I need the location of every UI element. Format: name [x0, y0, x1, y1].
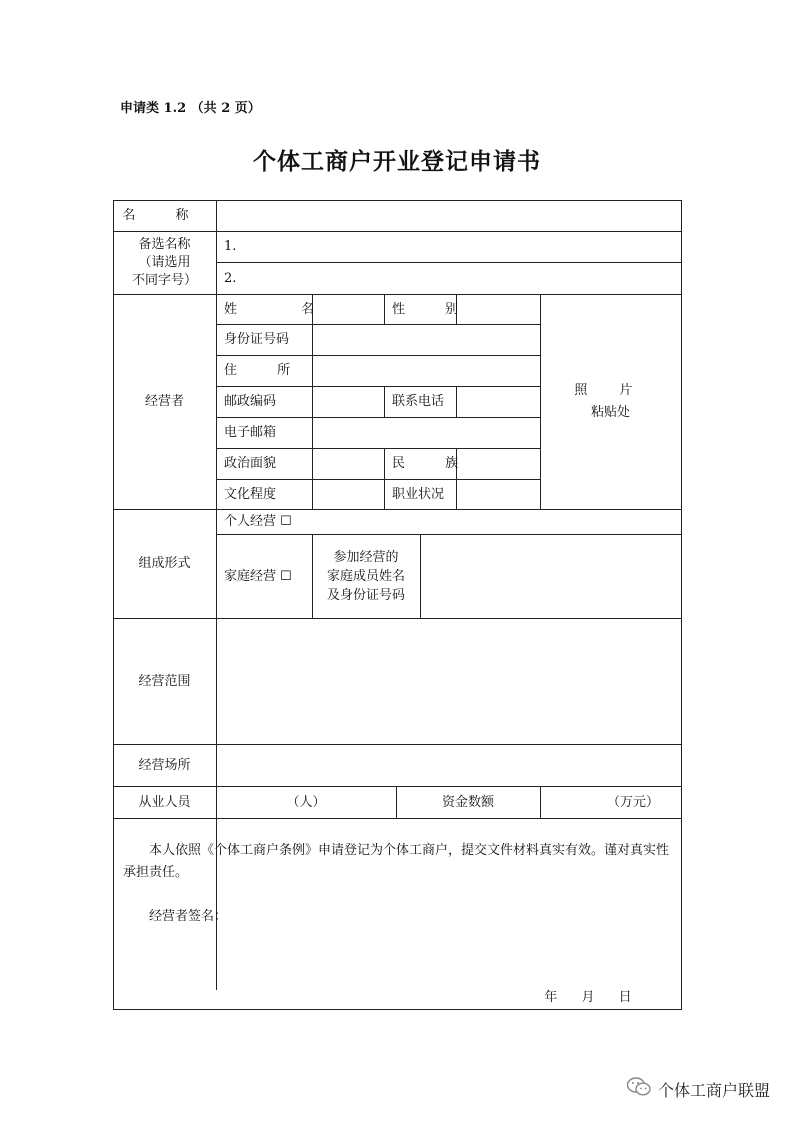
- name-input[interactable]: [216, 200, 681, 231]
- employment-status-input[interactable]: [456, 479, 540, 509]
- date-label: 年 月 日: [544, 989, 632, 1005]
- capital-input[interactable]: [540, 786, 681, 818]
- table-border-right: [681, 200, 682, 1010]
- row-line: [113, 818, 682, 819]
- alt-name-2-input[interactable]: 2.: [224, 270, 237, 286]
- phone-input[interactable]: [456, 386, 540, 417]
- ethnicity-label: 民 族: [392, 456, 477, 471]
- photo-paste-area[interactable]: 照 片 粘贴处: [574, 382, 647, 420]
- education-input[interactable]: [312, 479, 384, 509]
- individual-option-checkbox[interactable]: 个人经营 ☐: [224, 514, 292, 529]
- capital-label: 资金数额: [441, 794, 494, 810]
- capital-unit: （万元）: [606, 794, 659, 810]
- email-input[interactable]: [312, 417, 540, 448]
- postal-code-input[interactable]: [312, 386, 384, 417]
- id-number-label: 身份证号码: [224, 332, 290, 347]
- business-place-label: 经营场所: [138, 757, 191, 773]
- political-status-input[interactable]: [312, 448, 384, 479]
- postal-code-label: 邮政编码: [224, 394, 277, 409]
- business-scope-input[interactable]: [216, 618, 681, 744]
- page-title: 个体工商户开业登记申请书: [253, 149, 541, 175]
- signature-input[interactable]: [263, 905, 563, 927]
- form-code: 申请类 1.2 （共 2 页）: [120, 101, 261, 116]
- address-input[interactable]: [312, 355, 540, 386]
- family-option-checkbox[interactable]: 家庭经营 ☐: [224, 568, 292, 584]
- footer-brand-text: 个体工商户联盟: [657, 1080, 770, 1100]
- education-label: 文化程度: [224, 486, 277, 502]
- name-label: 名 称: [122, 208, 207, 223]
- operator-label: 经营者: [144, 394, 184, 409]
- email-label: 电子邮箱: [224, 425, 277, 440]
- declaration-text: 本人依照《个体工商户条例》申请登记为个体工商户，提交文件材料真实有效。谨对真实性承担责任。: [123, 843, 670, 880]
- business-scope-label: 经营范围: [138, 673, 191, 689]
- application-form-table: [113, 200, 682, 1010]
- employees-input[interactable]: [216, 786, 396, 818]
- ethnicity-input[interactable]: [456, 448, 540, 479]
- signature-label: 经营者签名：: [149, 908, 228, 924]
- composition-label: 组成形式: [138, 556, 191, 571]
- alt-names-label: 备选名称 （请选用 不同字号）: [131, 236, 197, 288]
- alt-name-1-input[interactable]: 1.: [224, 239, 237, 254]
- employees-label: 从业人员: [138, 794, 191, 810]
- family-members-label: 参加经营的 家庭成员姓名 及身份证号码: [326, 549, 405, 603]
- employment-status-label: 职业状况: [392, 486, 445, 502]
- gender-label: 性 别: [392, 301, 477, 317]
- family-members-input[interactable]: [420, 534, 681, 618]
- wechat-icon: [626, 1076, 652, 1102]
- business-place-input[interactable]: [216, 744, 681, 786]
- operator-name-input[interactable]: [312, 294, 384, 324]
- address-label: 住 所: [224, 363, 309, 378]
- phone-label: 联系电话: [392, 394, 445, 409]
- employees-unit: （人）: [286, 794, 326, 810]
- footer-brand: [626, 1076, 770, 1102]
- political-status-label: 政治面貌: [224, 456, 277, 471]
- id-number-input[interactable]: [312, 324, 540, 355]
- table-border-bottom: [113, 1009, 682, 1010]
- operator-name-label: 姓 名: [224, 301, 345, 317]
- gender-input[interactable]: [456, 294, 540, 324]
